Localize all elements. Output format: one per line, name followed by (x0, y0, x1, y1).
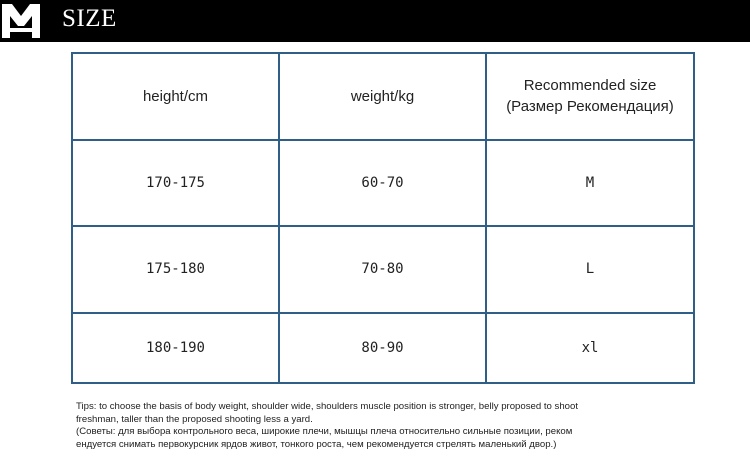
tip-line-ru-2: ендуется снимать первокурсник ярдов живот, тонкого роста, чем рекомендуется стрелять маленький двор.) (76, 438, 557, 450)
tip-line-en-2: freshman, taller than the proposed shooting less a yard. (76, 413, 313, 425)
tip-line-ru-1: (Советы: для выбора контрольного веса, широкие плечи, мышцы плеча относительно сильные позиции, реком (76, 426, 573, 438)
column-header-weight (279, 53, 486, 140)
size-cell: M (486, 140, 694, 227)
size-chart-table (71, 52, 695, 384)
table-header-row (72, 53, 694, 140)
column-header-label: Recommended size (523, 77, 657, 95)
column-header-height (72, 53, 279, 140)
height-cell: 180-190 (72, 313, 279, 383)
size-cell: xl (486, 313, 694, 383)
weight-cell: 60-70 (279, 140, 486, 227)
header-bar (0, 0, 750, 42)
column-header-label: weight/kg (350, 87, 415, 105)
brand-logo (2, 2, 40, 40)
column-header-sublabel: (Размер Рекомендация) (506, 98, 674, 116)
table-row (72, 313, 694, 383)
weight-cell: 80-90 (279, 313, 486, 383)
height-cell: 170-175 (72, 140, 279, 227)
page-title: SIZE (62, 5, 117, 32)
table-row (72, 140, 694, 227)
weight-cell: 70-80 (279, 226, 486, 313)
size-cell: L (486, 226, 694, 313)
column-header-size (486, 53, 694, 140)
height-cell: 175-180 (72, 226, 279, 313)
tips-text (76, 401, 696, 451)
tip-line-en-1: Tips: to choose the basis of body weight, shoulder wide, shoulders muscle position is stronger, belly proposed to shoot (76, 401, 578, 412)
table-row (72, 226, 694, 313)
column-header-label: height/cm (142, 87, 209, 105)
